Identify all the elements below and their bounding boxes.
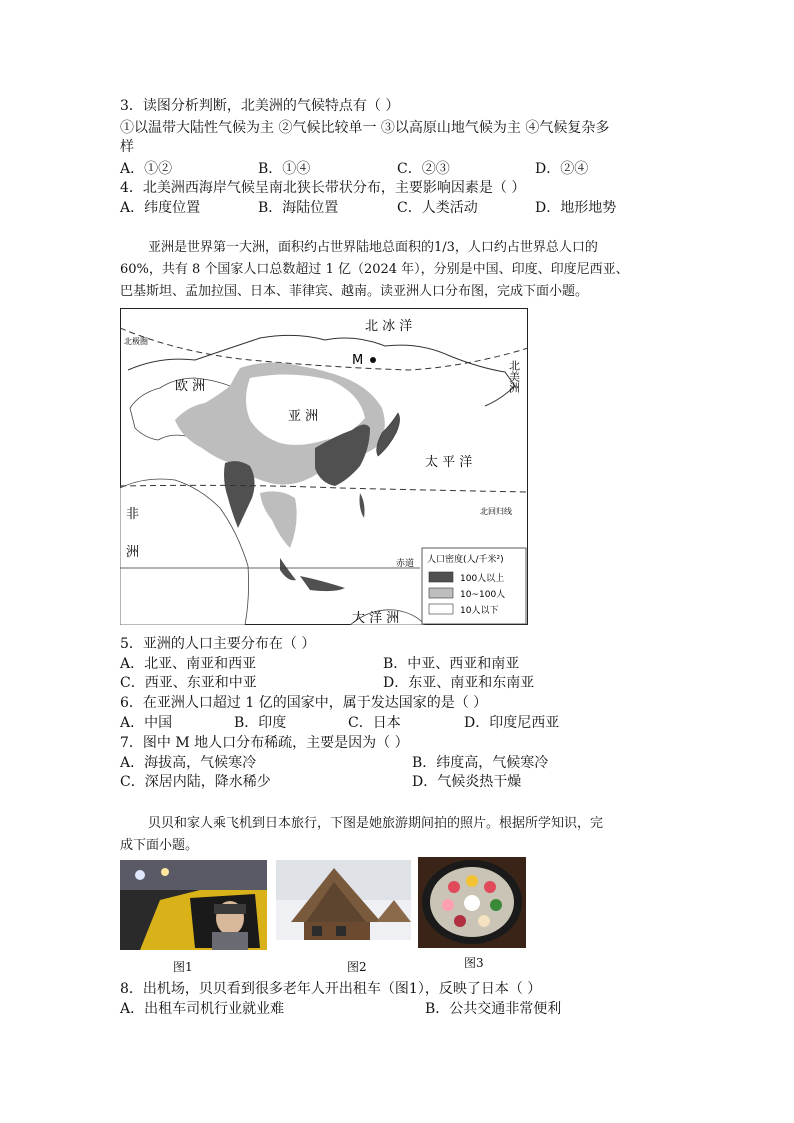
caption-fig1: 图1 [173,960,193,974]
label-equator: 赤道 [396,559,415,569]
legend-title: 人口密度(人/千米²) [427,555,504,565]
q8-option-a: A．出租车司机行业就业难 [120,1001,285,1017]
label-north-america-text: 北美洲 [507,360,521,393]
q4-option-d: D．地形地势 [535,200,617,216]
q6-option-b: B．印度 [234,715,287,731]
q5-option-c: C．西亚、东亚和中亚 [120,675,257,691]
caption-fig2: 图2 [347,960,367,974]
q3-items-line2: 样 [120,139,134,155]
point-m-marker [370,357,376,363]
label-africa-2: 洲 [126,545,140,560]
legend-label-low: 10人以下 [460,606,499,616]
passage2-line2: 成下面小题。 [120,838,199,853]
map-legend [422,548,526,624]
q6-option-d: D．印度尼西亚 [464,715,560,731]
label-asia: 亚 洲 [288,409,319,424]
label-oceania: 大 洋 洲 [352,611,400,625]
legend-label-mid: 10~100人 [460,590,506,600]
passage1-line1: 亚洲是世界第一大洲，面积约占世界陆地总面积的1/3，人口约占世界总人口的 [148,240,598,255]
q3-option-b: B．①④ [258,161,311,177]
q7-option-b: B．纬度高，气候寒冷 [412,755,549,771]
q5-option-a: A．北亚、南亚和西亚 [120,656,257,672]
q8-stem: 8．出机场，贝贝看到很多老年人开出租车（图1），反映了日本（ ） [120,981,542,997]
q6-option-a: A．中国 [120,715,173,731]
label-point-m: M [352,353,364,368]
q5-option-b: B．中亚、西亚和南亚 [383,656,520,672]
legend-swatch-low [429,604,453,614]
q3-stem: 3．读图分析判断，北美洲的气候特点有（ ） [120,98,400,114]
photo-gassho-house [276,860,411,950]
passage1-line3: 巴基斯坦、孟加拉国、日本、菲律宾、越南。读亚洲人口分布图，完成下面小题。 [120,284,589,299]
q4-option-c: C．人类活动 [397,200,478,216]
label-europe: 欧 洲 [175,379,206,394]
label-arctic-circle: 北极圈 [124,337,148,346]
q6-stem: 6．在亚洲人口超过 1 亿的国家中，属于发达国家的是（ ） [120,695,488,711]
passage2-line1: 贝贝和家人乘飞机到日本旅行，下图是她旅游期间拍的照片。根据所学知识，完 [148,816,604,831]
passage1-line2: 60%，共有 8 个国家人口总数超过 1 亿（2024 年），分别是中国、印度、印度尼西亚、 [120,262,629,277]
legend-swatch-mid [429,588,453,598]
q7-stem: 7．图中 M 地人口分布稀疏，主要是因为（ ） [120,735,409,751]
label-arctic-ocean: 北 冰 洋 [365,319,413,334]
q8-option-b: B．公共交通非常便利 [425,1001,562,1017]
photo-taxi-driver [120,860,267,950]
legend-label-high: 100人以上 [460,574,505,584]
q3-items-line1: ①以温带大陆性气候为主 ②气候比较单一 ③以高原山地气候为主 ④气候复杂多 [120,120,610,136]
caption-fig3: 图3 [464,956,484,970]
label-north-america [508,360,521,394]
q7-option-a: A．海拔高，气候寒冷 [120,755,257,771]
q6-option-c: C．日本 [348,715,401,731]
q4-option-a: A．纬度位置 [120,200,201,216]
q5-option-d: D．东亚、南亚和东南亚 [383,675,535,691]
q3-option-d: D．②④ [535,161,589,177]
q7-option-d: D．气候炎热干燥 [412,774,522,790]
label-pacific: 太 平 洋 [425,455,473,470]
q7-option-c: C．深居内陆，降水稀少 [120,774,271,790]
q3-option-a: A．①② [120,161,173,177]
label-africa-1: 非 [126,507,140,522]
q4-option-b: B．海陆位置 [258,200,339,216]
photo-sushi-platter [418,857,526,948]
asia-population-map [120,308,528,625]
legend-swatch-high [429,572,453,582]
q4-stem: 4．北美洲西海岸气候呈南北狭长带状分布，主要影响因素是（ ） [120,180,526,196]
q3-option-c: C．②③ [397,161,450,177]
q5-stem: 5．亚洲的人口主要分布在（ ） [120,636,316,652]
label-tropic: 北回归线 [480,507,512,516]
